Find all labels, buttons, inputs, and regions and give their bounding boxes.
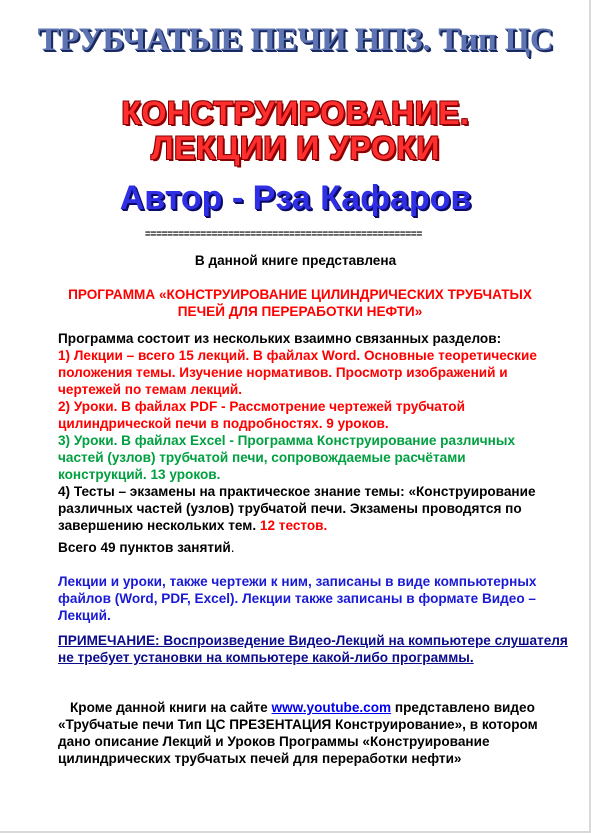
program-title-line-2: ПЕЧЕЙ ДЛЯ ПЕРЕРАБОТКИ НЕФТИ» <box>177 304 423 319</box>
total-text: Всего 49 пунктов занятий <box>58 540 231 555</box>
youtube-link[interactable]: www.youtube.com <box>271 700 392 715</box>
closing-post: представлено видео «Трубчатые печи Тип ЦС ПРЕЗЕНТАЦИЯ Конструирование», в котором дано описание Лекций и Уроков Программы «Конструирование цилиндрических трубчатых печей для переработки нефти» <box>58 700 538 766</box>
note-text: ПРИМЕЧАНИЕ: Воспроизведение Видео-Лекций на компьютере слушателя не требует установки на компьютере какой-либо программы. <box>58 633 568 665</box>
section-item-pdf-lessons: 2) Уроки. В файлах PDF - Рассмотрение чертежей трубчатой цилиндрической печи в подробностях. 9 уроков. <box>58 399 465 431</box>
tests-count: 12 тестов. <box>259 518 328 533</box>
section-item-tests <box>58 483 553 534</box>
separator-line: ================================================== <box>145 229 422 240</box>
sections-intro: Программа состоит из нескольких взаимно связанных разделов: <box>58 331 502 346</box>
closing-pre: Кроме данной книги на сайте <box>70 700 268 715</box>
author-title: Автор - Рза Кафаров <box>119 179 472 217</box>
tests-description: 4) Тесты – экзамены на практическое знание темы: «Конструирование различных частей (узлов) трубчатой печи. Экзамены проводятся по завершению нескольких тем. <box>58 484 536 533</box>
closing-paragraph <box>58 699 553 767</box>
intro-text: В данной книге представлена <box>194 253 397 268</box>
sections-list <box>58 330 553 534</box>
subtitle-line-2: ЛЕКЦИИ И УРОКИ <box>151 130 440 166</box>
subtitle-line-1: КОНСТРУИРОВАНИЕ. <box>121 95 470 131</box>
total-dot: . <box>230 540 235 555</box>
total-lessons <box>58 539 553 556</box>
program-title <box>40 286 560 320</box>
section-item-lectures: 1) Лекции – всего 15 лекций. В файлах Word. Основные теоретические положения темы. Изучение нормативов. Просмотр изображений и чертежей по темам лекций. <box>58 348 537 397</box>
files-note: Лекции и уроки, также чертежи к ним, записаны в виде компьютерных файлов (Word, PDF, Excel). Лекции также записаны в формате Видео – Лекций. <box>58 574 537 623</box>
section-item-excel-lessons: 3) Уроки. В файлах Excel - Программа Конструирование различных частей (узлов) трубчатой печи, сопровождаемые расчётами конструкций. 13 уроков. <box>58 433 516 482</box>
main-title: ТРУБЧАТЫЕ ПЕЧИ НПЗ. Тип ЦС <box>37 22 554 58</box>
program-title-line-1: ПРОГРАММА «КОНСТРУИРОВАНИЕ ЦИЛИНДРИЧЕСКИХ ТРУБЧАТЫХ <box>68 287 532 302</box>
